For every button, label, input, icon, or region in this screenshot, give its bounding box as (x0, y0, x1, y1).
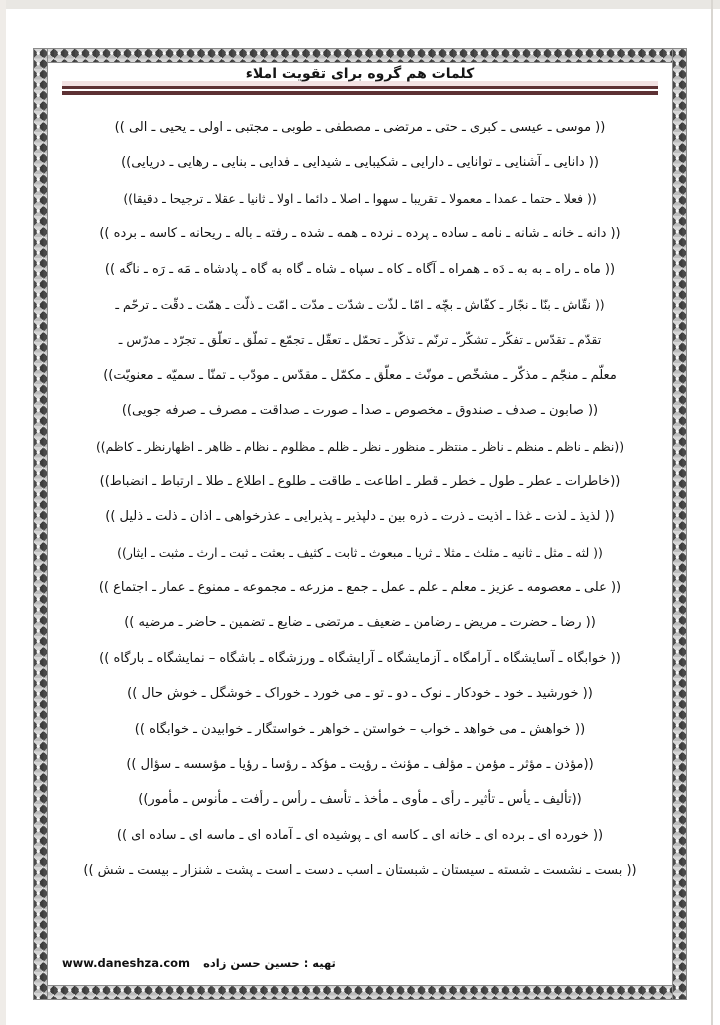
title-divider-rule (62, 86, 658, 95)
word-group-row: (( لذیذ ـ لذت ـ غذا ـ اذیت ـ ذرت ـ ذره بین ـ دلپذیر ـ پذیرایی ـ عذرخواهی ـ اذان ـ ذلت ـ ذلیل )) (105, 509, 615, 525)
word-group-row: (( صابون ـ صدف ـ صندوق ـ مخصوص ـ صدا ـ صورت ـ صداقت ـ مصرف ـ صرفه جویی)) (121, 403, 599, 419)
word-group-row: ((خاطرات ـ عطر ـ طول ـ خطر ـ قطر ـ اطاعت ـ طاقت ـ طلوع ـ اطلاع ـ طلا ـ ارتباط ـ انضباط)) (99, 473, 621, 489)
ornamental-border-left (33, 48, 48, 1000)
ornamental-border-top (33, 48, 687, 63)
footer (62, 956, 336, 970)
word-group-row: (( خواهش ـ می خواهد ـ خواب – خواستن ـ خواهر ـ خواستگار ـ خوابیدن ـ خوابگاه )) (134, 721, 586, 737)
footer-website-link[interactable]: www.daneshza.com (62, 956, 191, 970)
word-group-row: (( رضا ـ حضرت ـ مریض ـ رضامن ـ ضعیف ـ مرتضی ـ ضایع ـ تضمین ـ حاضر ـ مرضیه )) (124, 615, 596, 631)
word-group-row: (( فعلا ـ حتما ـ عمدا ـ معمولا ـ تقریبا ـ سهوا ـ اصلا ـ دائما ـ اولا ـ ثانیا ـ عقلا ـ ترجیحا ـ دقیقا)) (123, 190, 597, 206)
word-group-row: (( نقّاش ـ بنّا ـ نجّار ـ کفّاش ـ بچّه ـ امّا ـ لذّت ـ شدّت ـ مدّت ـ امّت ـ ذلّت ـ همّت ـ دقّت ـ ترحّم ـ (115, 296, 605, 312)
word-group-row: ((تألیف ـ یأس ـ تأثیر ـ رأی ـ مأوی ـ مأخذ ـ تأسف ـ رأس ـ رأفت ـ مأنوس ـ مأمور)) (138, 792, 582, 808)
word-group-list (49, 110, 671, 889)
word-group-row: ((مؤذن ـ مؤثر ـ مؤمن ـ مؤلف ـ مؤنث ـ رؤیت ـ مؤکد ـ رؤسا ـ رؤیا ـ مؤسسه ـ سؤال )) (126, 757, 594, 773)
word-group-row: (( بست ـ نشست ـ شسته ـ سیستان ـ شبستان ـ اسب ـ دست ـ است ـ پشت ـ شنزار ـ بیست ـ شش )) (83, 863, 637, 879)
word-group-row: معلّم ـ منجّم ـ مذکّر ـ مشخّص ـ مونّث ـ معلّق ـ مکمّل ـ مقدّس ـ مودّب ـ تمنّا ـ سمیّه ـ معنویّت)) (103, 367, 617, 383)
footer-prepared-by: تهیه : حسین حسن زاده (203, 956, 336, 970)
page-title: کلمات هم گروه برای تقویت املاء (245, 66, 475, 82)
word-group-row: (( ماه ـ راه ـ به به ـ دَه ـ همراه ـ آگاه ـ کاه ـ سپاه ـ شاه ـ گاه به گاه ـ پادشاه ـ مَه ـ رَه ـ ناگه )) (104, 261, 616, 277)
word-group-row: (( دانایی ـ آشنایی ـ توانایی ـ دارایی ـ شکیبایی ـ شیدایی ـ فدایی ـ بنایی ـ رهایی ـ دریایی)) (121, 155, 599, 171)
ornamental-border-bottom (33, 985, 687, 1000)
word-group-row: (( دانه ـ خانه ـ شانه ـ نامه ـ ساده ـ پرده ـ نرده ـ همه ـ شده ـ رفته ـ باله ـ ریحانه ـ کاسه ـ برده )) (99, 226, 621, 242)
word-group-row: (( خورشید ـ خود ـ خودکار ـ نوک ـ دو ـ تو ـ می خورد ـ خوراک ـ خوشگل ـ خوش حال )) (127, 686, 593, 702)
word-group-row: (( علی ـ معصومه ـ عزیز ـ معلم ـ علم ـ عمل ـ جمع ـ مزرعه ـ مجموعه ـ ممنوع ـ عمار ـ اجتماع )) (98, 580, 622, 596)
word-group-row: تقدّم ـ تقدّس ـ تفکّر ـ تشکّر ـ ترنّم ـ تذکّر ـ تحمّل ـ تعقّل ـ تجمّع ـ تملّق ـ تعلّق ـ تجرّد ـ مدرّس ـ (118, 332, 602, 348)
word-group-row: (( لثه ـ مثل ـ ثانیه ـ مثلث ـ مثلا ـ ثریا ـ مبعوث ـ ثابت ـ کثیف ـ بعثت ـ ثبت ـ ارث ـ مثبت ـ ایثار)) (117, 544, 603, 560)
word-group-row: (( موسی ـ عیسی ـ کبری ـ حتی ـ مرتضی ـ مصطفی ـ طوبی ـ مجتبی ـ اولی ـ یحیی ـ الی )) (114, 120, 606, 135)
word-group-row: (( خورده ای ـ برده ای ـ خانه ای ـ کاسه ای ـ پوشیده ای ـ آماده ای ـ ماسه ای ـ ساده ای )) (116, 827, 604, 843)
word-group-row: ((نظم ـ ناظم ـ منظم ـ ناظر ـ منتظر ـ منظور ـ نظر ـ ظلم ـ مظلوم ـ نظام ـ ظاهر ـ اظهارنظر ـ کاظم)) (95, 438, 625, 454)
document-content (48, 63, 672, 985)
word-group-row: (( خوابگاه ـ آسایشگاه ـ آرامگاه ـ آزمایشگاه ـ آرایشگاه ـ ورزشگاه ـ باشگاه – نمایشگاه ـ بارگاه )) (99, 650, 621, 666)
page-edge-left (0, 0, 6, 1025)
ornamental-border-right (672, 48, 687, 1000)
page-edge-right (711, 0, 713, 1025)
page-edge-top (0, 0, 720, 9)
